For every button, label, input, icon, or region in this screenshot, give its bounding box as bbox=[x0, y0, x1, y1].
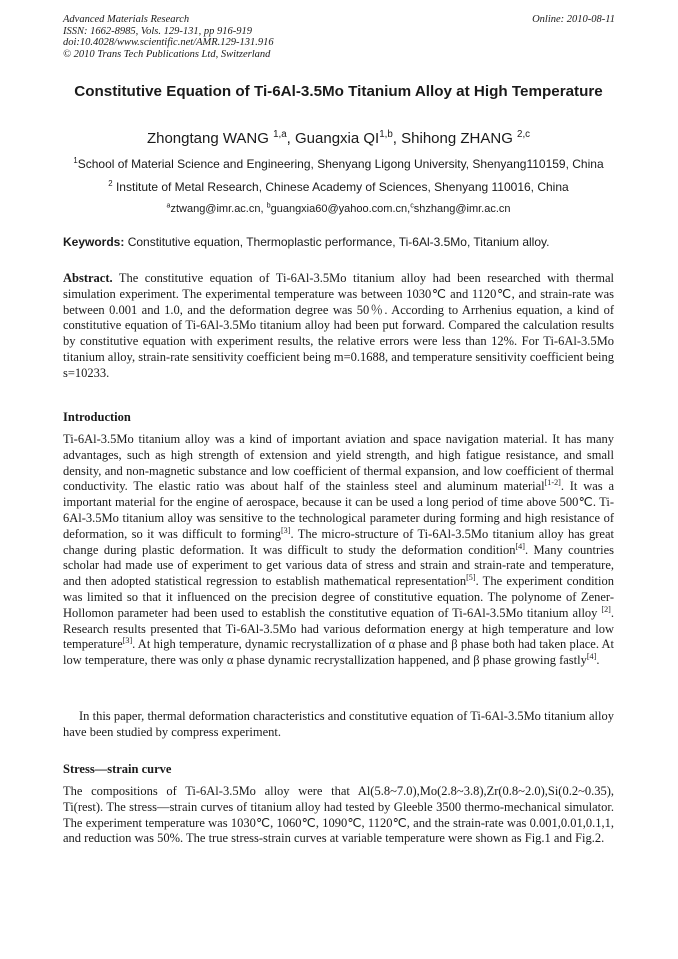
journal-name: Advanced Materials Research bbox=[63, 14, 190, 25]
abstract-text: The constitutive equation of Ti-6Al-3.5Mo titanium alloy had been researched with thermal simulation experiment. The experimental temperature was between 1030℃ and 1120℃, and strain-rate was between 0.001 and 1.0, and the deformation degree was 50％. According to Arrhenius equation, a kind of constitutive equation of Ti-6Al-3.5Mo titanium alloy had been put forward. Compared the calculation results by constitutive equation with experiment results, the relative errors were less than 12%. For Ti-6Al-3.5Mo titanium alloy, strain-rate sensitivity coefficient being m=0.1688, and temperature sensitivity coefficient being s=10233. bbox=[63, 271, 614, 380]
email-link[interactable]: shzhang@imr.ac.cn bbox=[413, 203, 511, 215]
body-text: . bbox=[596, 653, 600, 668]
citation[interactable]: [4] bbox=[586, 652, 597, 661]
keywords bbox=[63, 235, 614, 250]
email-link[interactable]: ztwang@imr.ac.cn, bbox=[170, 203, 267, 215]
author-affiliation-mark: 1,a bbox=[273, 129, 287, 140]
body-text: . Many countries scholar had made use of experiment to get various data of stress and strain and strain-rate and temperature, and then adopted statistical regression to establish mathematical representation bbox=[63, 542, 614, 589]
author-affiliation-mark: 2,c bbox=[517, 129, 531, 140]
body-text: . It was a important material for the engine of aerospace, because it can be used a long period of time above 500℃. Ti-6Al-3.5Mo titanium alloy was sensitive to the technological parameter during forming and high resistance of deformation, so it was difficult to forming bbox=[63, 479, 614, 541]
introduction-paragraph-1 bbox=[63, 432, 614, 669]
body-text: . The experiment condition was limited so that it influenced on the precision degree of constitutive equation. The polynome of Zener-Hollomon parameter had been used to establish the constitutive equation of Ti-6Al-3.5Mo titanium alloy bbox=[63, 574, 614, 620]
affiliation-mark: 2 bbox=[108, 179, 113, 188]
affiliation-1 bbox=[63, 157, 614, 171]
section-heading-stress-strain: Stress—strain curve bbox=[63, 762, 172, 776]
citation[interactable]: [5] bbox=[466, 573, 476, 583]
section-heading-introduction: Introduction bbox=[63, 410, 131, 424]
abstract bbox=[63, 271, 614, 382]
doi-line: doi:10.4028/www.scientific.net/AMR.129-131.916 bbox=[63, 37, 274, 48]
citation[interactable]: [3] bbox=[122, 636, 133, 646]
introduction-paragraph-2: In this paper, thermal deformation characteristics and constitutive equation of Ti-6Al-3.5Mo titanium alloy have been studied by compress experiment. bbox=[63, 709, 614, 739]
author-affiliation-mark: 1,b bbox=[379, 129, 393, 140]
author-separator: , bbox=[286, 130, 296, 147]
email-link[interactable]: guangxia60@yahoo.com.cn, bbox=[270, 203, 411, 215]
author-emails bbox=[63, 202, 614, 216]
affiliation-2 bbox=[63, 180, 614, 194]
abstract-label: Abstract. bbox=[63, 271, 113, 285]
body-text: . Research results presented that Ti-6Al-3.5Mo had various deformation energy at high temperature and low temperature bbox=[63, 605, 614, 652]
stress-strain-paragraph: The compositions of Ti-6Al-3.5Mo alloy were that Al(5.8~7.0),Mo(2.8~3.8),Zr(0.8~2.0),Si(0.2~0.35), Ti(rest). The stress—strain curves of titanium alloy had tested by Gleeble 3500 thermo-mechanical simulator. The experiment temperature was 1030℃, 1060℃, 1090℃, 1120℃, and the strain-rate was 0.001,0.01,0.1,1, and reduction was 50%. The true stress-strain curves at variable temperature were shown as Fig.1 and Fig.2. bbox=[63, 784, 614, 846]
journal-header bbox=[63, 14, 274, 60]
online-date: Online: 2010-08-11 bbox=[532, 14, 615, 25]
citation[interactable]: [2] bbox=[601, 604, 611, 614]
body-text: Ti-6Al-3.5Mo titanium alloy was a kind of important aviation and space navigation material. It has many advantages, such as high strength of extension and yield strength, and high fatigue resistance, and small density, and non-magnetic substance and low coefficient of thermal expansion, and low coefficient of thermal conductivity. The elastic ratio was about half of the stainless steel and aluminum material bbox=[63, 432, 614, 494]
email-mark: a bbox=[166, 201, 171, 210]
email-mark: c bbox=[410, 201, 414, 210]
keywords-label: Keywords: bbox=[63, 235, 125, 249]
issn-line: ISSN: 1662-8985, Vols. 129-131, pp 916-919 bbox=[63, 25, 252, 37]
citation[interactable]: [3] bbox=[280, 525, 291, 535]
affiliation-text: Institute of Metal Research, Chinese Academy of Sciences, Shenyang 110016, China bbox=[112, 180, 569, 194]
body-text: . The micro-structure of Ti-6Al-3.5Mo titanium alloy has great change during plastic deformation. It was difficult to study the deformation condition bbox=[63, 526, 614, 557]
email-mark: b bbox=[266, 201, 271, 210]
paper-title: Constitutive Equation of Ti-6Al-3.5Mo Titanium Alloy at High Temperature bbox=[74, 83, 603, 100]
author-name: Zhongtang WANG bbox=[146, 130, 274, 147]
copyright-line: © 2010 Trans Tech Publications Ltd, Switzerland bbox=[63, 48, 271, 60]
citation[interactable]: [1-2] bbox=[544, 478, 561, 488]
keywords-text: Constitutive equation, Thermoplastic performance, Ti-6Al-3.5Mo, Titanium alloy. bbox=[124, 235, 550, 249]
author-separator: , bbox=[392, 130, 402, 147]
citation[interactable]: [4] bbox=[515, 541, 525, 551]
body-text: . At high temperature, dynamic recrystallization of α phase and β phase both had taken place. At low temperature, there was only α phase dynamic recrystallization happened, and β phase growing fastly bbox=[63, 637, 614, 668]
affiliation-mark: 1 bbox=[73, 156, 78, 165]
author-list bbox=[63, 130, 614, 148]
author-name: Shihong ZHANG bbox=[401, 130, 518, 147]
affiliation-text: School of Material Science and Engineering, Shenyang Ligong University, Shenyang110159, China bbox=[77, 157, 604, 171]
author-name: Guangxia QI bbox=[295, 130, 380, 147]
